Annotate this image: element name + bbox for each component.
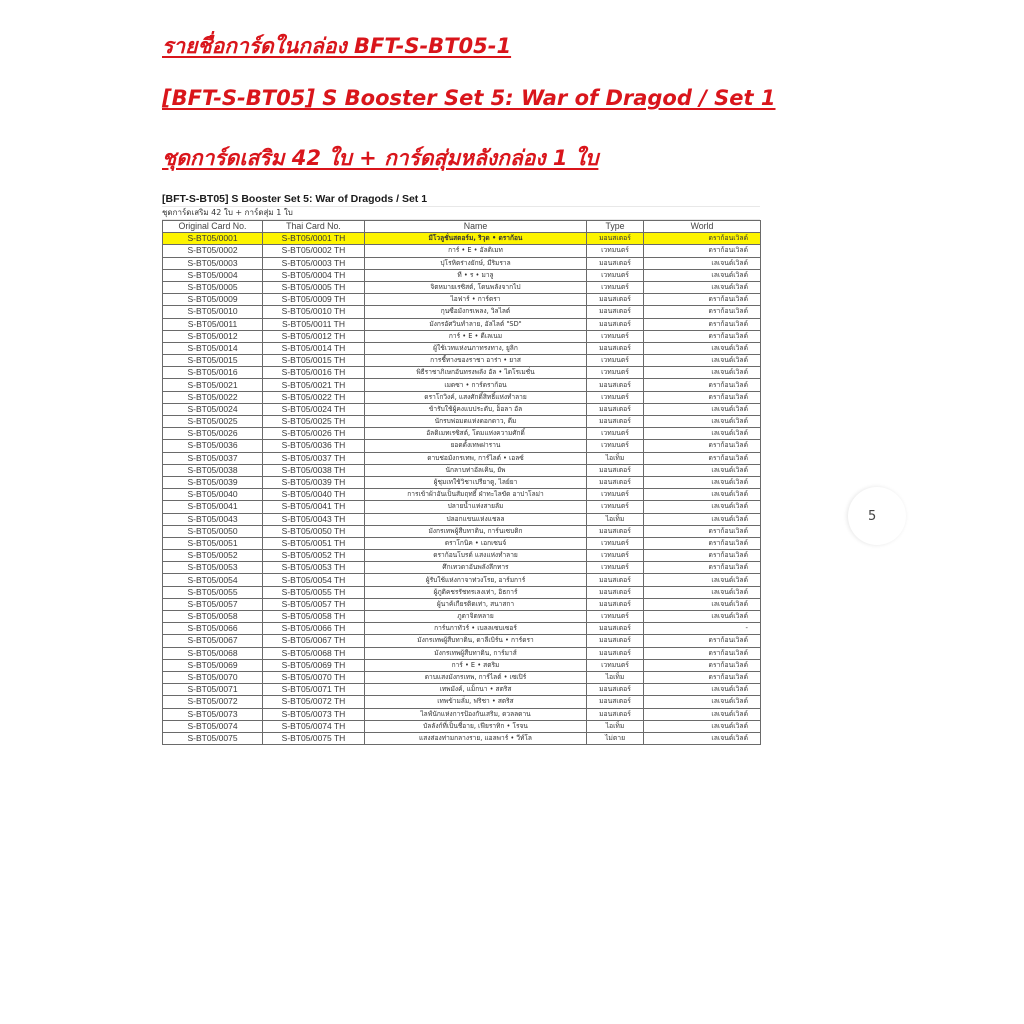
thai-card-no-cell: S-BT05/0012 TH [263,330,365,342]
thai-card-no-cell: S-BT05/0010 TH [263,306,365,318]
card-world-cell: เลเจนด์เวิลด์ [644,732,761,744]
table-row [163,379,761,391]
table-row [163,623,761,635]
card-world-cell: เลเจนด์เวิลด์ [644,281,761,293]
original-card-no-cell: S-BT05/0016 [163,367,263,379]
card-name-cell: ปลายน้ำแห่งสายลัม [365,501,587,513]
original-card-no-cell: S-BT05/0010 [163,306,263,318]
original-card-no-cell: S-BT05/0057 [163,598,263,610]
thai-card-no-cell: S-BT05/0022 TH [263,391,365,403]
sheet-title: [BFT-S-BT05] S Booster Set 5: War of Dragods / Set 1 [162,193,760,207]
card-world-cell: ดราก้อนเวิลด์ [644,562,761,574]
thai-card-no-cell: S-BT05/0051 TH [263,537,365,549]
thai-card-no-cell: S-BT05/0075 TH [263,732,365,744]
card-name-cell: ผู้นาค้เกียรติดเท่า, สนาสกา [365,598,587,610]
sheet-subtitle: ชุดการ์ดเสริม 42 ใบ + การ์ดสุ่ม 1 ใบ [162,207,760,220]
card-type-cell: เวทมนตร์ [587,537,644,549]
card-name-cell: มังกรเทพผู้สืบทาติน, การ์นเซบติก [365,525,587,537]
table-row [163,318,761,330]
original-card-no-cell: S-BT05/0012 [163,330,263,342]
card-type-cell: มอนสเตอร์ [587,476,644,488]
card-type-cell: มอนสเตอร์ [587,598,644,610]
thai-card-no-cell: S-BT05/0068 TH [263,647,365,659]
column-header-thai-card-no: Thai Card No. [263,221,365,233]
card-type-cell: มอนสเตอร์ [587,257,644,269]
card-name-cell: ศึกเทวดาอันพลังลึกทาร [365,562,587,574]
table-header-row [163,221,761,233]
card-name-cell: ไลฟ์นักแห่งการป้องกันเสริม, ดวลลดาน [365,708,587,720]
thai-card-no-cell: S-BT05/0014 TH [263,342,365,354]
thai-card-no-cell: S-BT05/0058 TH [263,611,365,623]
column-header-world: World [644,221,761,233]
original-card-no-cell: S-BT05/0052 [163,550,263,562]
table-row [163,306,761,318]
table-row [163,489,761,501]
original-card-no-cell: S-BT05/0003 [163,257,263,269]
table-row [163,391,761,403]
card-name-cell: ปุโรหิตร่างยักษ์, มีริมราล [365,257,587,269]
card-type-cell: เวทมนตร์ [587,269,644,281]
page-heading-card-list: รายชื่อการ์ดในกล่อง BFT-S-BT05-1 [162,34,512,58]
original-card-no-cell: S-BT05/0040 [163,489,263,501]
card-name-cell: มังกรเทพผู้สืบทาติน, ดาลีเบิร์น • การ์ดรา [365,635,587,647]
table-row [163,647,761,659]
card-name-cell: การ์ • E • ดีเลเนม [365,330,587,342]
table-row [163,367,761,379]
card-name-cell: ดาบแสงมังกรเทพ, การ์ไลต์ • เซเปิร์ [365,671,587,683]
original-card-no-cell: S-BT05/0051 [163,537,263,549]
thai-card-no-cell: S-BT05/0016 TH [263,367,365,379]
column-header-type: Type [587,221,644,233]
card-type-cell: เวทมนตร์ [587,562,644,574]
card-world-cell: ดราก้อนเวิลด์ [644,525,761,537]
card-type-cell: เวทมนตร์ [587,367,644,379]
original-card-no-cell: S-BT05/0005 [163,281,263,293]
original-card-no-cell: S-BT05/0002 [163,245,263,257]
card-world-cell: เลเจนด์เวิลด์ [644,342,761,354]
original-card-no-cell: S-BT05/0001 [163,233,263,245]
card-world-cell: ดราก้อนเวิลด์ [644,306,761,318]
card-name-cell: ดราโกนิค • เอกเซนจ์ [365,537,587,549]
card-name-cell: ผู้ใช้เวทแห่งนภาทรงทาง, ยูลิก [365,342,587,354]
card-type-cell: เวทมนตร์ [587,355,644,367]
thai-card-no-cell: S-BT05/0054 TH [263,574,365,586]
card-type-cell: เวทมนตร์ [587,330,644,342]
original-card-no-cell: S-BT05/0038 [163,464,263,476]
card-name-cell: เทพมังค์, แม็กนา • สตริส [365,684,587,696]
card-type-cell: มอนสเตอร์ [587,708,644,720]
card-name-cell: มีโวลูชั่นสตอร์ม, ริวุด • ดราก้อน [365,233,587,245]
card-type-cell: มอนสเตอร์ [587,623,644,635]
card-name-cell: ภูตาจิตหลาย [365,611,587,623]
original-card-no-cell: S-BT05/0037 [163,452,263,464]
table-row [163,428,761,440]
original-card-no-cell: S-BT05/0014 [163,342,263,354]
table-row [163,440,761,452]
card-type-cell: ไอเท็ม [587,513,644,525]
card-world-cell: ดราก้อนเวิลด์ [644,245,761,257]
original-card-no-cell: S-BT05/0070 [163,671,263,683]
card-world-cell: ดราก้อนเวิลด์ [644,452,761,464]
thai-card-no-cell: S-BT05/0026 TH [263,428,365,440]
original-card-no-cell: S-BT05/0053 [163,562,263,574]
thai-card-no-cell: S-BT05/0057 TH [263,598,365,610]
table-row [163,684,761,696]
original-card-no-cell: S-BT05/0043 [163,513,263,525]
original-card-no-cell: S-BT05/0055 [163,586,263,598]
card-name-cell: ข้ารับใช้ผู้คงแบประดับ, อ็อลา อัล [365,403,587,415]
original-card-no-cell: S-BT05/0009 [163,294,263,306]
card-type-cell: มอนสเตอร์ [587,525,644,537]
card-world-cell: เลเจนด์เวิลด์ [644,355,761,367]
card-type-cell: มอนสเตอร์ [587,586,644,598]
card-type-cell: ไม่ตาย [587,732,644,744]
card-world-cell: ดราก้อนเวิลด์ [644,233,761,245]
card-name-cell: ดาบช่อมังกรเทพ, การ์ไลต์ • เอลซ์ [365,452,587,464]
column-header-name: Name [365,221,587,233]
column-header-original-card-no: Original Card No. [163,221,263,233]
thai-card-no-cell: S-BT05/0043 TH [263,513,365,525]
original-card-no-cell: S-BT05/0011 [163,318,263,330]
card-type-cell: เวทมนตร์ [587,428,644,440]
thai-card-no-cell: S-BT05/0067 TH [263,635,365,647]
table-row [163,574,761,586]
card-world-cell: เลเจนด์เวิลด์ [644,598,761,610]
card-world-cell: ดราก้อนเวิลด์ [644,550,761,562]
original-card-no-cell: S-BT05/0026 [163,428,263,440]
thai-card-no-cell: S-BT05/0052 TH [263,550,365,562]
thai-card-no-cell: S-BT05/0037 TH [263,452,365,464]
card-world-cell: เลเจนด์เวิลด์ [644,720,761,732]
card-name-cell: ผู้รับใช้แห่งกาจาท่วงโรย, อาร์มการ์ [365,574,587,586]
page-heading-set-name: [BFT-S-BT05] S Booster Set 5: War of Dragod / Set 1 [162,86,776,110]
card-name-cell: ดราโกวิงค์, แสงศักดิ์สิทธิ์แห่งทำลาย [365,391,587,403]
table-row [163,281,761,293]
card-type-cell: เวทมนตร์ [587,440,644,452]
table-row [163,562,761,574]
thai-card-no-cell: S-BT05/0005 TH [263,281,365,293]
card-type-cell: เวทมนตร์ [587,659,644,671]
card-type-cell: มอนสเตอร์ [587,318,644,330]
card-type-cell: มอนสเตอร์ [587,684,644,696]
table-row [163,708,761,720]
card-name-cell: มังกรเทพผู้สืบทาติน, การ์มาส์ [365,647,587,659]
thai-card-no-cell: S-BT05/0039 TH [263,476,365,488]
card-name-cell: ผู้ภูติคชรรัชทรเลงเท่า, อิธการ์ [365,586,587,598]
table-row [163,525,761,537]
thai-card-no-cell: S-BT05/0021 TH [263,379,365,391]
original-card-no-cell: S-BT05/0036 [163,440,263,452]
card-type-cell: ไอเท็ม [587,452,644,464]
original-card-no-cell: S-BT05/0071 [163,684,263,696]
card-world-cell: ดราก้อนเวิลด์ [644,294,761,306]
thai-card-no-cell: S-BT05/0071 TH [263,684,365,696]
original-card-no-cell: S-BT05/0004 [163,269,263,281]
card-world-cell: เลเจนด์เวิลด์ [644,489,761,501]
card-type-cell: มอนสเตอร์ [587,647,644,659]
table-row [163,659,761,671]
thai-card-no-cell: S-BT05/0003 TH [263,257,365,269]
card-name-cell: กุนซือมังกรเพลง, วิลไลต์ [365,306,587,318]
original-card-no-cell: S-BT05/0054 [163,574,263,586]
original-card-no-cell: S-BT05/0069 [163,659,263,671]
card-world-cell: ดราก้อนเวิลด์ [644,440,761,452]
table-row [163,403,761,415]
thai-card-no-cell: S-BT05/0015 TH [263,355,365,367]
card-type-cell: มอนสเตอร์ [587,464,644,476]
card-name-cell: มังกรอัศวินทำลาย, อัลไลต์ "SD" [365,318,587,330]
original-card-no-cell: S-BT05/0066 [163,623,263,635]
table-row [163,294,761,306]
thai-card-no-cell: S-BT05/0025 TH [263,416,365,428]
table-row [163,257,761,269]
card-type-cell: มอนสเตอร์ [587,294,644,306]
thai-card-no-cell: S-BT05/0038 TH [263,464,365,476]
table-row [163,720,761,732]
table-row [163,598,761,610]
table-row [163,537,761,549]
original-card-no-cell: S-BT05/0039 [163,476,263,488]
card-name-cell: ยอดดั้งเทพผ่าราน [365,440,587,452]
card-name-cell: ดราก้อนโบรด์ แสงแห่งทำลาย [365,550,587,562]
card-type-cell: ไอเท็ม [587,720,644,732]
card-type-cell: เวทมนตร์ [587,611,644,623]
card-type-cell: มอนสเตอร์ [587,574,644,586]
original-card-no-cell: S-BT05/0024 [163,403,263,415]
thai-card-no-cell: S-BT05/0024 TH [263,403,365,415]
page-heading-contents: ชุดการ์ดเสริม 42 ใบ + การ์ดสุ่มหลังกล่อง 1 ใบ [162,146,599,170]
original-card-no-cell: S-BT05/0025 [163,416,263,428]
card-world-cell: เลเจนด์เวิลด์ [644,696,761,708]
card-world-cell: เลเจนด์เวิลด์ [644,416,761,428]
card-type-cell: เวทมนตร์ [587,245,644,257]
card-type-cell: มอนสเตอร์ [587,342,644,354]
card-name-cell: แสงส่องท่ามกลางราย, แอลพาร์ • วีท์โล [365,732,587,744]
card-world-cell: เลเจนด์เวิลด์ [644,574,761,586]
table-row [163,452,761,464]
card-world-cell: เลเจนด์เวิลด์ [644,403,761,415]
spreadsheet-image [162,193,760,745]
card-world-cell: เลเจนด์เวิลด์ [644,257,761,269]
card-name-cell: การชี้ทางของราชา อาร่า • ยาส [365,355,587,367]
thai-card-no-cell: S-BT05/0004 TH [263,269,365,281]
thai-card-no-cell: S-BT05/0050 TH [263,525,365,537]
floating-button-label: 5 [868,508,877,524]
thai-card-no-cell: S-BT05/0036 TH [263,440,365,452]
table-row [163,464,761,476]
card-world-cell: เลเจนด์เวิลด์ [644,708,761,720]
card-name-cell: ไอฟาร์ • การ์ดรา [365,294,587,306]
card-world-cell: เลเจนด์เวิลด์ [644,684,761,696]
thai-card-no-cell: S-BT05/0041 TH [263,501,365,513]
thai-card-no-cell: S-BT05/0011 TH [263,318,365,330]
card-world-cell: ดราก้อนเวิลด์ [644,537,761,549]
original-card-no-cell: S-BT05/0074 [163,720,263,732]
card-world-cell: ดราก้อนเวิลด์ [644,635,761,647]
thai-card-no-cell: S-BT05/0072 TH [263,696,365,708]
card-name-cell: การ์ • E • อัลติเมท [365,245,587,257]
card-name-cell: การเข้าผ้าอันเป็นสัมฤทธิ์ ฝ่าทะไลขัด อาปาโลม่า [365,489,587,501]
card-world-cell: ดราก้อนเวิลด์ [644,379,761,391]
card-world-cell: เลเจนด์เวิลด์ [644,367,761,379]
original-card-no-cell: S-BT05/0022 [163,391,263,403]
floating-page-button[interactable] [848,487,906,545]
original-card-no-cell: S-BT05/0075 [163,732,263,744]
card-world-cell: ดราก้อนเวิลด์ [644,671,761,683]
card-type-cell: มอนสเตอร์ [587,379,644,391]
original-card-no-cell: S-BT05/0073 [163,708,263,720]
table-row [163,635,761,647]
table-row [163,330,761,342]
card-world-cell: เลเจนด์เวิลด์ [644,513,761,525]
card-world-cell: - [644,623,761,635]
table-row [163,269,761,281]
card-world-cell: ดราก้อนเวิลด์ [644,318,761,330]
original-card-no-cell: S-BT05/0041 [163,501,263,513]
thai-card-no-cell: S-BT05/0053 TH [263,562,365,574]
table-row [163,611,761,623]
card-world-cell: เลเจนด์เวิลด์ [644,428,761,440]
card-type-cell: มอนสเตอร์ [587,635,644,647]
card-name-cell: ที • ร • มาลู [365,269,587,281]
card-list-table [162,220,761,745]
card-type-cell: มอนสเตอร์ [587,416,644,428]
card-world-cell: เลเจนด์เวิลด์ [644,611,761,623]
card-type-cell: เวทมนตร์ [587,550,644,562]
card-type-cell: เวทมนตร์ [587,391,644,403]
table-row [163,513,761,525]
card-name-cell: ผู้ชุมเทใช้วิชาเปรียาดู, ไลย์ยา [365,476,587,488]
thai-card-no-cell: S-BT05/0009 TH [263,294,365,306]
card-type-cell: เวทมนตร์ [587,501,644,513]
card-type-cell: มอนสเตอร์ [587,403,644,415]
table-row [163,416,761,428]
original-card-no-cell: S-BT05/0068 [163,647,263,659]
table-body [163,233,761,745]
card-name-cell: อัลติเมทเรซิสต์, โดมแห่งความศักดิ์ [365,428,587,440]
original-card-no-cell: S-BT05/0072 [163,696,263,708]
original-card-no-cell: S-BT05/0015 [163,355,263,367]
card-world-cell: ดราก้อนเวิลด์ [644,330,761,342]
card-world-cell: เลเจนด์เวิลด์ [644,464,761,476]
card-name-cell: การ์ • E • สตริม [365,659,587,671]
table-row [163,501,761,513]
thai-card-no-cell: S-BT05/0055 TH [263,586,365,598]
thai-card-no-cell: S-BT05/0001 TH [263,233,365,245]
card-world-cell: ดราก้อนเวิลด์ [644,647,761,659]
thai-card-no-cell: S-BT05/0070 TH [263,671,365,683]
card-world-cell: เลเจนด์เวิลด์ [644,269,761,281]
table-row [163,732,761,744]
original-card-no-cell: S-BT05/0050 [163,525,263,537]
card-name-cell: พิธีราชาภิเษกอันทรงพลัง อัล • ไดโรเมชั่น [365,367,587,379]
thai-card-no-cell: S-BT05/0040 TH [263,489,365,501]
card-type-cell: มอนสเตอร์ [587,233,644,245]
table-row [163,245,761,257]
table-row [163,355,761,367]
card-name-cell: การ์นกาทัวร์ • เบลลเซบเซอร์ [365,623,587,635]
table-row [163,342,761,354]
card-type-cell: เวทมนตร์ [587,489,644,501]
card-type-cell: มอนสเตอร์ [587,696,644,708]
card-world-cell: เลเจนด์เวิลด์ [644,476,761,488]
thai-card-no-cell: S-BT05/0073 TH [263,708,365,720]
table-row [163,671,761,683]
thai-card-no-cell: S-BT05/0074 TH [263,720,365,732]
thai-card-no-cell: S-BT05/0069 TH [263,659,365,671]
thai-card-no-cell: S-BT05/0002 TH [263,245,365,257]
card-type-cell: มอนสเตอร์ [587,306,644,318]
card-name-cell: บัลลังก์ที่เป็นชื่อาย, เฟียราทิก • โรจน [365,720,587,732]
original-card-no-cell: S-BT05/0021 [163,379,263,391]
thai-card-no-cell: S-BT05/0066 TH [263,623,365,635]
original-card-no-cell: S-BT05/0058 [163,611,263,623]
card-name-cell: ปลอกแขนแห่งแชลล [365,513,587,525]
table-row [163,233,761,245]
table-row [163,476,761,488]
table-row [163,586,761,598]
card-world-cell: เลเจนด์เวิลด์ [644,586,761,598]
card-type-cell: ไอเท็ม [587,671,644,683]
table-row [163,550,761,562]
card-name-cell: เทพข้ามลั่ม, ฟริชา • สตริส [365,696,587,708]
table-row [163,696,761,708]
card-name-cell: นักรบพ่อมดแห่งดอกดาว, ดีม [365,416,587,428]
card-name-cell: จิตหมายเรซิสต์, โดนพลังจากไป [365,281,587,293]
card-world-cell: ดราก้อนเวิลด์ [644,659,761,671]
card-name-cell: เมดซา • การ์ดราก้อน [365,379,587,391]
card-world-cell: เลเจนด์เวิลด์ [644,501,761,513]
original-card-no-cell: S-BT05/0067 [163,635,263,647]
card-name-cell: นักลาบท่าอัลเคิน, ยัพ [365,464,587,476]
card-world-cell: ดราก้อนเวิลด์ [644,391,761,403]
card-type-cell: เวทมนตร์ [587,281,644,293]
